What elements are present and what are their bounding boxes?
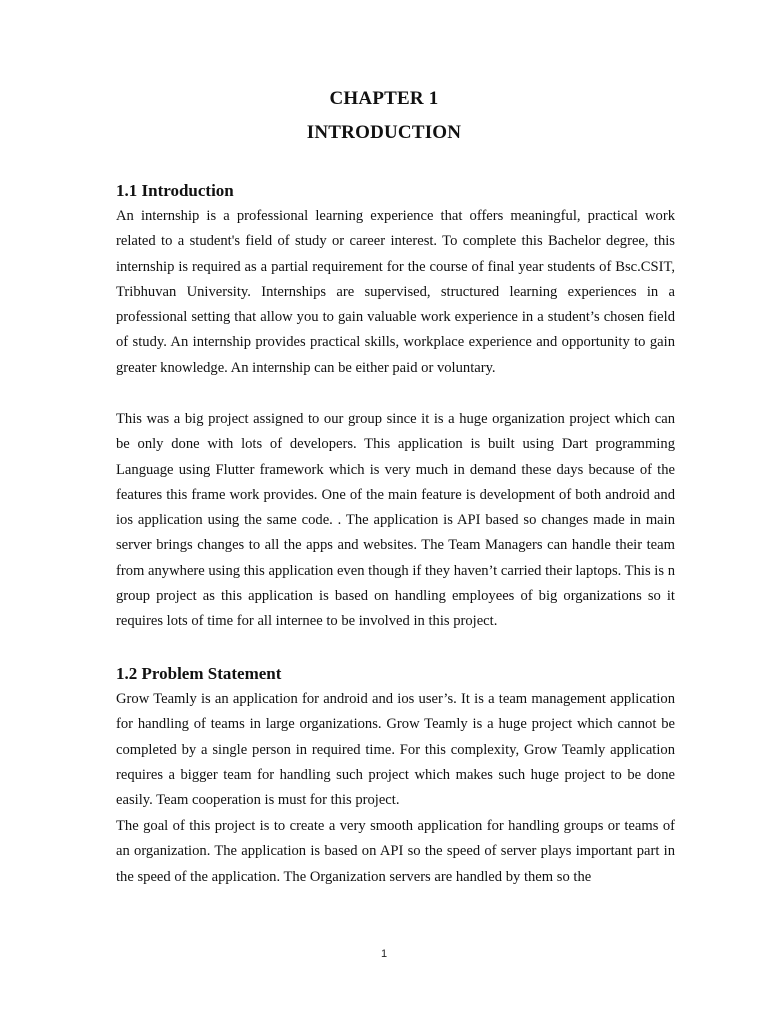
page-number: 1 bbox=[380, 948, 388, 960]
chapter-subtitle: INTRODUCTION bbox=[306, 122, 462, 143]
paragraph: Grow Teamly is an application for android and ios user’s. It is a team management application for handling of teams in large organizations. Grow Teamly is a huge project which cannot be completed by a single person in required time. For this complexity, Grow Teamly application requires a bigger team for handling such project which makes such huge project to be done easily. Team cooperation is must for this project. bbox=[116, 691, 675, 809]
paragraph: An internship is a professional learning experience that offers meaningful, practical work related to a student's field of study or career interest. To complete this Bachelor degree, this internship is required as a partial requirement for the course of final year students of Bsc.CSIT, Tribhuvan University. Internships are supervised, structured learning experiences in a professional setting that allow you to gain valuable work experience in a student’s chosen field of study. An internship provides practical skills, workplace experience and opportunity to gain greater knowledge. An internship can be either paid or voluntary. bbox=[116, 208, 675, 376]
paragraph: This was a big project assigned to our group since it is a huge organization project which can be only done with lots of developers. This application is built using Dart programming Language using Flutter framework which is very much in demand these days because of the features this frame work provides. One of the main feature is development of both android and ios application using the same code. . The application is API based so changes made in main server brings changes to all the apps and websites. The Team Managers can handle their team from anywhere using this application even though if they haven’t carried their laptops. This is n group project as this application is based on handling employees of big organizations so it requires lots of time for all internee to be involved in this project. bbox=[116, 411, 675, 630]
paragraph: The goal of this project is to create a very smooth application for handling groups or teams of an organization. The application is based on API so the speed of server plays important part in the speed of the application. The Organization servers are handled by them so the bbox=[116, 818, 675, 885]
section-heading-introduction: 1.1 Introduction bbox=[116, 181, 234, 200]
chapter-title: CHAPTER 1 bbox=[329, 88, 439, 109]
section-heading-problem-statement: 1.2 Problem Statement bbox=[116, 664, 282, 683]
